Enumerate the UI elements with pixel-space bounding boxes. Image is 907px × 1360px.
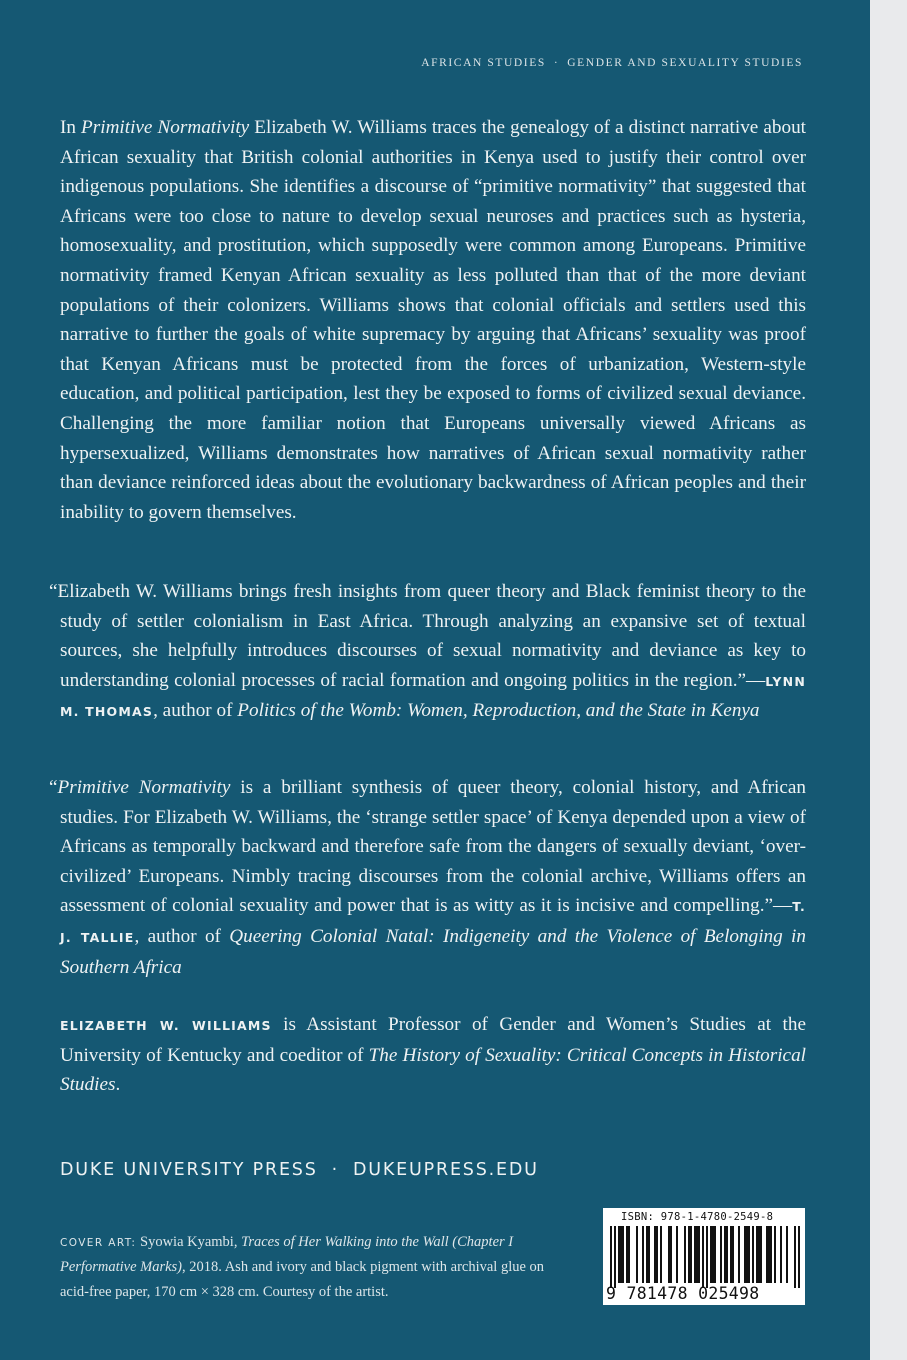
author-bio-text: is Assistant Professor of Gender and Women’s Studies at the University of Kentucky and coeditor of <box>60 1014 806 1066</box>
author-bio <box>60 1010 806 1100</box>
barcode-bar <box>752 1226 754 1283</box>
blurb-tallie-author: T. J. TALLIE <box>60 899 806 945</box>
barcode-bar <box>618 1226 620 1283</box>
book-description <box>60 113 806 527</box>
barcode-bar <box>712 1226 714 1283</box>
barcode-bar <box>746 1226 748 1283</box>
author-bio-end: . <box>115 1074 121 1096</box>
barcode-bar <box>694 1226 696 1283</box>
cover-art-title: Traces of Her Walking into the Wall (Chapter I Performative Marks) <box>60 1234 514 1276</box>
barcode-bar <box>732 1226 734 1283</box>
barcode-bar <box>676 1226 678 1283</box>
barcode-bar <box>684 1226 686 1283</box>
blurb-thomas-author-of: , author of <box>153 700 238 722</box>
barcode-bar <box>768 1226 770 1283</box>
blurb-tallie-book: Queering Colonial Natal: Indigeneity and the Violence of Belonging in Southern Africa <box>60 925 806 978</box>
description-lead: In <box>60 117 82 138</box>
blurb-thomas-text: “Elizabeth W. Williams brings fresh insights from queer theory and Black feminist theory to the study of settler colonialism in East Africa. Through analyzing an expansive set of textual sources, she helpfully introduces discourses of sexual normativity and deviance as key to understanding colonial processes of racial formation and ongoing politics in the region.”— <box>49 581 806 691</box>
barcode-bar <box>646 1226 648 1283</box>
author-name: ELIZABETH W. WILLIAMS <box>60 1018 272 1033</box>
barcode-bar <box>626 1226 628 1283</box>
barcode-bar <box>720 1226 722 1283</box>
cover-art-details: , 2018. Ash and ivory and black pigment with archival glue on acid-free paper, 170 cm × 328 cm. Courtesy of the artist. <box>60 1259 545 1300</box>
barcode-bar <box>738 1226 740 1283</box>
cover-art-label: COVER ART: <box>60 1237 137 1249</box>
barcode-bar <box>766 1226 768 1283</box>
publisher-line <box>60 1160 539 1180</box>
author-bio-book: The History of Sexuality: Critical Concepts in Historical Studies <box>60 1044 806 1096</box>
barcode-bar <box>786 1226 788 1283</box>
barcode-bar <box>670 1226 672 1283</box>
blurb-thomas <box>49 577 806 727</box>
page-edge <box>870 0 907 1360</box>
subject-separator: · <box>553 57 560 69</box>
barcode-bar <box>696 1226 698 1283</box>
barcode-bar <box>714 1226 716 1283</box>
isbn-label: ISBN: 978-1-4780-2549-8 <box>621 1211 774 1223</box>
barcode-bar <box>622 1226 624 1283</box>
barcode-bar <box>748 1226 750 1283</box>
barcode-bar <box>794 1226 796 1288</box>
barcode-bar <box>730 1226 732 1283</box>
barcode-bar <box>770 1226 772 1283</box>
barcode-bar <box>620 1226 622 1283</box>
barcode-bar <box>614 1226 616 1288</box>
subject-african-studies: AFRICAN STUDIES <box>421 57 546 69</box>
cover-art-artist: Syowia Kyambi, <box>136 1234 242 1250</box>
publisher-name: DUKE UNIVERSITY PRESS <box>60 1160 318 1180</box>
barcode-bar <box>698 1226 700 1283</box>
ean-digits: 9 781478 025498 <box>606 1284 760 1303</box>
barcode-bar <box>688 1226 690 1283</box>
barcode-bar <box>798 1226 800 1288</box>
cover-art-credit <box>60 1230 546 1304</box>
description-text: Elizabeth W. Williams traces the genealogy of a distinct narrative about African sexuality that British colonial authorities in Kenya used to justify their control over indigenous populations. She identifies a discourse of “primitive normativity” that suggested that Africans were too close to nature to develop sexual neuroses and practices such as hysteria, homosexuality, and prostitution, which supposedly were common among Europeans. Primitive normativity framed Kenyan African sexuality as less polluted than that of the more deviant populations of their colonizers. Williams shows that colonial officials and settlers used this narrative to further the goals of white supremacy by arguing that Africans’ sexuality was proof that Kenyan Africans must be protected from the forces of urbanization, Western-style education, and political participation, lest they be exposed to forms of civilized sexual deviance. Challenging the more familiar notion that Europeans universally viewed Africans as hypersexualized, Williams demonstrates how narratives of African sexual normativity rather than deviance reinforced ideas about the evolutionary backwardness of African peoples and their inability to govern themselves. <box>60 117 807 523</box>
blurb-thomas-book: Politics of the Womb: Women, Reproduction, and the State in Kenya <box>237 700 760 722</box>
barcode-bar <box>628 1226 630 1283</box>
barcode-bar <box>706 1226 708 1288</box>
barcode-bar <box>702 1226 704 1288</box>
publisher-separator: · <box>331 1160 340 1180</box>
barcode-bar <box>648 1226 650 1283</box>
barcode-bar <box>642 1226 644 1283</box>
barcode-bar <box>660 1226 662 1283</box>
subject-categories <box>421 57 803 69</box>
blurb-tallie-open-quote: “ <box>49 777 58 798</box>
barcode-bar <box>668 1226 670 1283</box>
barcode-bar <box>780 1226 782 1283</box>
blurb-tallie <box>49 773 806 982</box>
description-book-title: Primitive Normativity <box>81 117 250 138</box>
barcode-bar <box>774 1226 776 1283</box>
barcode-bar <box>726 1226 728 1283</box>
barcode-bar <box>656 1226 658 1283</box>
barcode-bar <box>724 1226 726 1283</box>
barcode-bar <box>610 1226 612 1288</box>
barcode-bar <box>760 1226 762 1283</box>
blurb-tallie-book-title: Primitive Normativity <box>57 777 231 798</box>
subject-gender-sexuality: GENDER AND SEXUALITY STUDIES <box>567 57 803 69</box>
barcode-bar <box>710 1226 712 1283</box>
blurb-thomas-author: LYNN M. THOMAS <box>60 673 806 720</box>
barcode-bar <box>756 1226 758 1283</box>
barcode-bar <box>744 1226 746 1283</box>
blurb-tallie-text: is a brilliant synthesis of queer theory, colonial history, and African studies. For Elizabeth W. Williams, the ‘strange settler space’ of Kenya depended upon a view of Africans as temporally backward and therefore safe from the dangers of sexually deviant, ‘over-civilized’ Europeans. Nimbly tracing discourses from the colonial archive, Williams offers an assessment of colonial sexuality and power that is as witty as it is incisive and compelling.”— <box>60 777 806 917</box>
barcode-bar <box>690 1226 692 1283</box>
publisher-url: DUKEUPRESS.EDU <box>353 1160 539 1180</box>
blurb-tallie-author-of: , author of <box>134 925 230 947</box>
barcode-bar <box>758 1226 760 1283</box>
barcode-bar <box>636 1226 638 1283</box>
isbn-barcode <box>603 1208 805 1305</box>
barcode-bar <box>654 1226 656 1283</box>
